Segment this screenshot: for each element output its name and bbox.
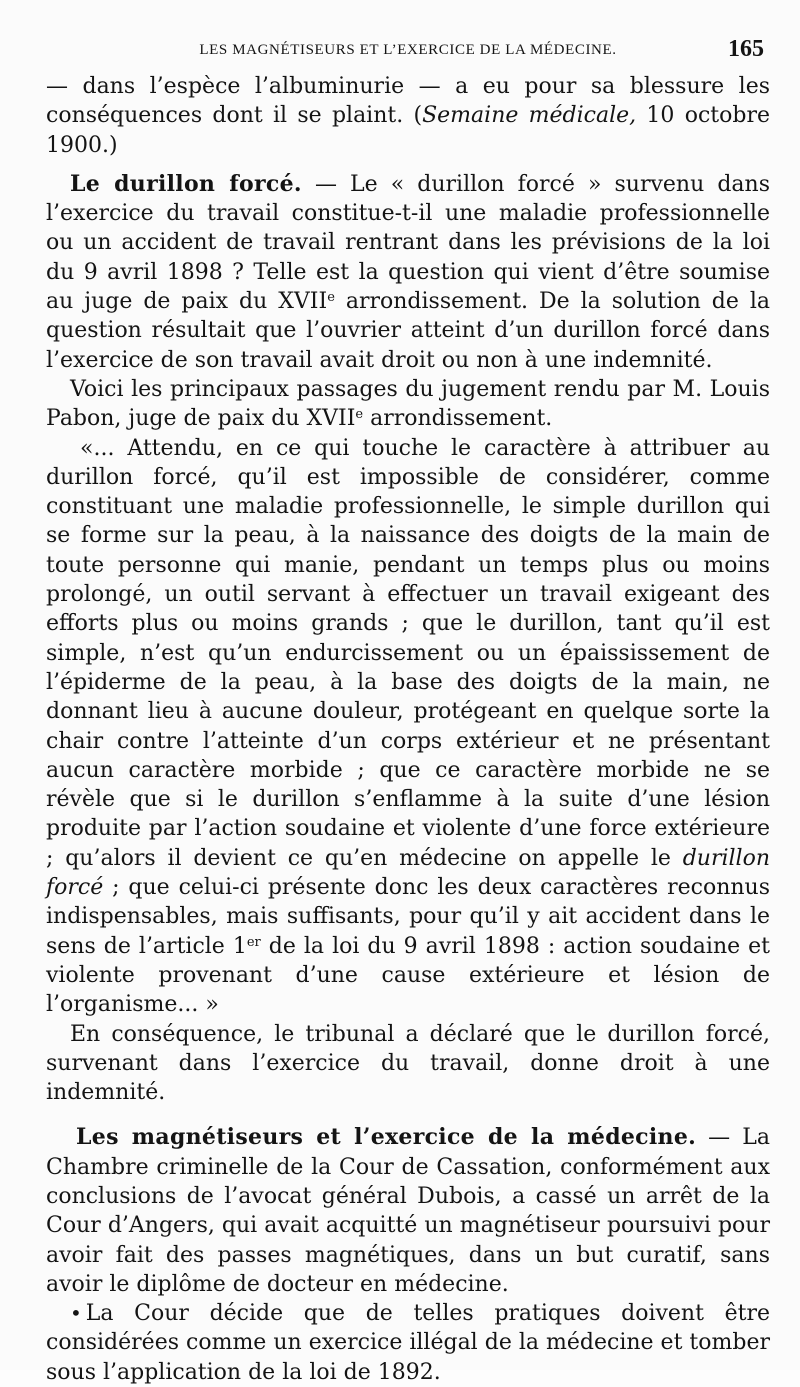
paragraph-jugement: Voici les principaux passages du jugement rendu par M. Louis Pabon, juge de paix du XVIIe arrondissement.	[46, 376, 770, 432]
running-title: LES MAGNÉTISEURS ET L’EXERCICE DE LA MÉDECINE.	[199, 42, 617, 58]
running-header	[46, 34, 770, 66]
bullet-mark: •	[70, 1301, 82, 1326]
section-heading-magnetiseurs: Les magnétiseurs et l’exercice de la médecine.	[76, 1124, 697, 1151]
paragraph-continuation: — dans l’espèce l’albuminurie — a eu pour sa blessure les conséquences dont il se plaint. (Semaine médicale, 10 octobre 1900.)	[46, 74, 770, 158]
page-body	[46, 72, 770, 1387]
page-number: 165	[728, 36, 764, 62]
paragraph-quotation: «... Attendu, en ce qui touche le caractère à attribuer au durillon forcé, qu’il est impossible de considérer, comme constituant une maladie professionnelle, le simple durillon qui se forme sur la peau, à la naissance des doigts de la main de toute personne qui manie, pendant un temps plus ou moins prolongé, un outil servant à effectuer un travail exigeant des efforts plus ou moins grands ; que le durillon, tant qu’il est simple, n’est qu’un endurcissement ou un épaississement de l’épiderme de la peau, à la base des doigts de la main, ne donnant lieu à aucune douleur, protégeant en quelque sorte la chair contre l’atteinte d’un corps extérieur et ne présentant aucun caractère morbide ; que ce caractère morbide ne se révèle que si le durillon s’enflamme à la suite d’une lésion produite par l’action soudaine et violente d’une force extérieure ; qu’alors il devient ce qu’en médecine on appelle le durillon forcé ; que celui-ci présente donc les deux caractères reconnus indispensables, mais suffisants, pour qu’il y ait accident dans le sens de l’article 1er de la loi du 9 avril 1898 : action soudaine et violente provenant d’une cause extérieure et lésion de l’organisme... »	[46, 435, 771, 1018]
paragraph-durillon: Le durillon forcé. — Le « durillon forcé » survenu dans l’exercice du travail constitue-t-il une maladie professionnelle ou un accident de travail rentrant dans les prévisions de la loi du 9 avril 1898 ? Telle est la question qui vient d’être soumise au juge de paix du XVIIe arrondissement. De la solution de la question résultait que l’ouvrier atteint d’un durillon forcé dans l’exercice de son travail avait droit ou non à une indemnité.	[46, 170, 770, 373]
source-citation: Semaine médicale,	[422, 103, 637, 129]
paragraph-consequence: En conséquence, le tribunal a déclaré que le durillon forcé, survenant dans l’exercice du travail, donne droit à une indemnité.	[46, 1021, 770, 1106]
paragraph-magnetiseurs: Les magnétiseurs et l’exercice de la médecine. — La Chambre criminelle de la Cour de Cassation, conformément aux conclusions de l’avocat général Dubois, a cassé un arrêt de la Cour d’Angers, qui avait acquitté un magnétiseur poursuivi pour avoir fait des passes magnétiques, dans un but curatif, sans avoir le diplôme de docteur en médecine.	[46, 1124, 770, 1297]
italic-term: durillon forcé	[46, 845, 770, 901]
section-heading-durillon: Le durillon forcé.	[70, 170, 302, 197]
paragraph-decision: • La Cour décide que de telles pratiques doivent être considérées comme un exercice illégal de la médecine et tomber sous l’application de la loi de 1892.	[46, 1301, 770, 1385]
